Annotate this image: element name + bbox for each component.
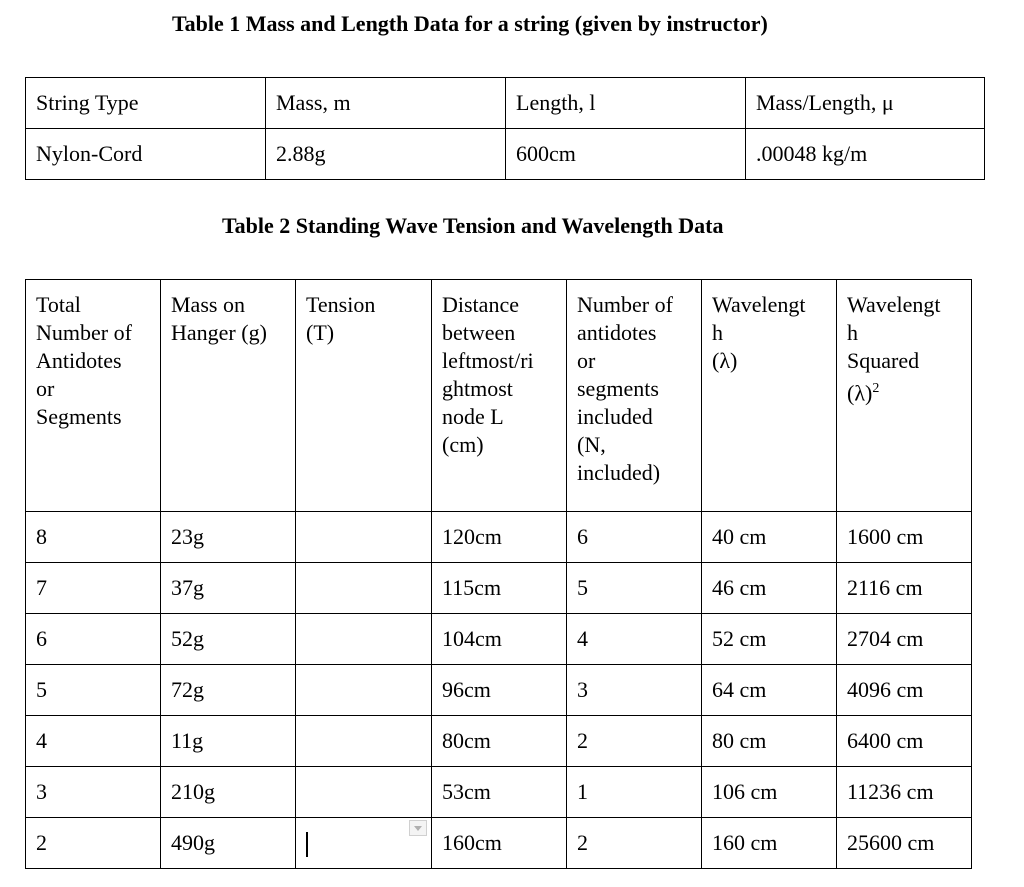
table-cell[interactable]: 3 [567,665,702,716]
table-cell[interactable] [837,280,972,512]
table-cell[interactable]: 106 cm [702,767,837,818]
table-cell[interactable]: .00048 kg/m [746,129,985,180]
standing-wave-table [25,279,972,869]
table-cell[interactable]: 2.88g [266,129,506,180]
table-cell[interactable]: 80cm [432,716,567,767]
table-cell[interactable]: String Type [26,78,266,129]
table-cell[interactable]: 4 [567,614,702,665]
tension-cell[interactable] [296,716,432,767]
tension-cell[interactable] [296,614,432,665]
superscript: 2 [872,381,880,396]
table-cell[interactable]: 1600 cm [837,512,972,563]
table-cell[interactable] [432,280,567,512]
table-header-row [26,78,985,129]
table1-caption: Table 1 Mass and Length Data for a string (given by instructor) [172,11,768,36]
tension-cell-active[interactable] [296,818,432,869]
table-cell[interactable]: 115cm [432,563,567,614]
tension-cell[interactable] [296,512,432,563]
table-cell[interactable]: 64 cm [702,665,837,716]
table-cell[interactable] [161,280,296,512]
table-cell[interactable]: 6400 cm [837,716,972,767]
header-text: Wavelengt h Squared (λ) [847,292,941,406]
table-cell[interactable]: 8 [26,512,161,563]
header-text: Tension (T) [306,292,376,345]
tension-cell[interactable] [296,563,432,614]
table-cell[interactable]: 2 [567,818,702,869]
header-text: Number of antidotes or segments included (N, included) [577,292,673,485]
table-cell[interactable] [26,280,161,512]
header-text: Wavelengt h (λ) [712,292,806,373]
table-cell[interactable]: 2704 cm [837,614,972,665]
table-cell[interactable]: 52g [161,614,296,665]
table-cell[interactable]: 11236 cm [837,767,972,818]
header-text: Distance between leftmost/ri ghtmost node L (cm) [442,292,534,457]
table-cell[interactable]: Mass, m [266,78,506,129]
header-text: Total Number of Antidotes or Segments [36,292,132,429]
table-cell[interactable]: 7 [26,563,161,614]
table-cell[interactable]: 52 cm [702,614,837,665]
text-cursor [306,832,308,857]
table-row [26,767,972,818]
table-cell[interactable]: 23g [161,512,296,563]
table-cell[interactable]: 104cm [432,614,567,665]
table-row [26,614,972,665]
table-cell[interactable]: 40 cm [702,512,837,563]
table-cell[interactable]: Mass/Length, μ [746,78,985,129]
table-cell[interactable]: 6 [567,512,702,563]
chevron-down-icon[interactable] [409,820,427,836]
table-cell[interactable]: 600cm [506,129,746,180]
table-cell[interactable]: Nylon-Cord [26,129,266,180]
header-text: Mass on Hanger (g) [171,292,267,345]
table-cell[interactable]: 210g [161,767,296,818]
table-cell[interactable] [296,280,432,512]
table-cell[interactable]: 53cm [432,767,567,818]
table-cell[interactable]: 6 [26,614,161,665]
table-cell[interactable]: 5 [567,563,702,614]
table-cell[interactable]: 96cm [432,665,567,716]
tension-cell[interactable] [296,767,432,818]
table-cell[interactable] [567,280,702,512]
table-cell[interactable]: 46 cm [702,563,837,614]
table-cell[interactable]: 2116 cm [837,563,972,614]
table-cell[interactable]: 72g [161,665,296,716]
table-row [26,665,972,716]
table-row [26,716,972,767]
table-header-row [26,280,972,512]
table-row [26,818,972,869]
mass-length-table [25,77,985,180]
table-cell[interactable]: 1 [567,767,702,818]
table-cell[interactable]: 5 [26,665,161,716]
table-cell[interactable]: 160 cm [702,818,837,869]
table-cell[interactable]: 160cm [432,818,567,869]
table-row [26,563,972,614]
table-row [26,129,985,180]
table-cell[interactable]: 2 [26,818,161,869]
table-row [26,512,972,563]
table-cell[interactable]: 11g [161,716,296,767]
table-cell[interactable]: 37g [161,563,296,614]
tension-cell[interactable] [296,665,432,716]
table-cell[interactable]: 80 cm [702,716,837,767]
table-cell[interactable]: 25600 cm [837,818,972,869]
table-cell[interactable] [702,280,837,512]
table-cell[interactable]: 4 [26,716,161,767]
table-cell[interactable]: Length, l [506,78,746,129]
table-cell[interactable]: 490g [161,818,296,869]
table-cell[interactable]: 3 [26,767,161,818]
table-cell[interactable]: 2 [567,716,702,767]
table-cell[interactable]: 120cm [432,512,567,563]
table-cell[interactable]: 4096 cm [837,665,972,716]
table2-caption: Table 2 Standing Wave Tension and Wavelength Data [222,213,724,238]
